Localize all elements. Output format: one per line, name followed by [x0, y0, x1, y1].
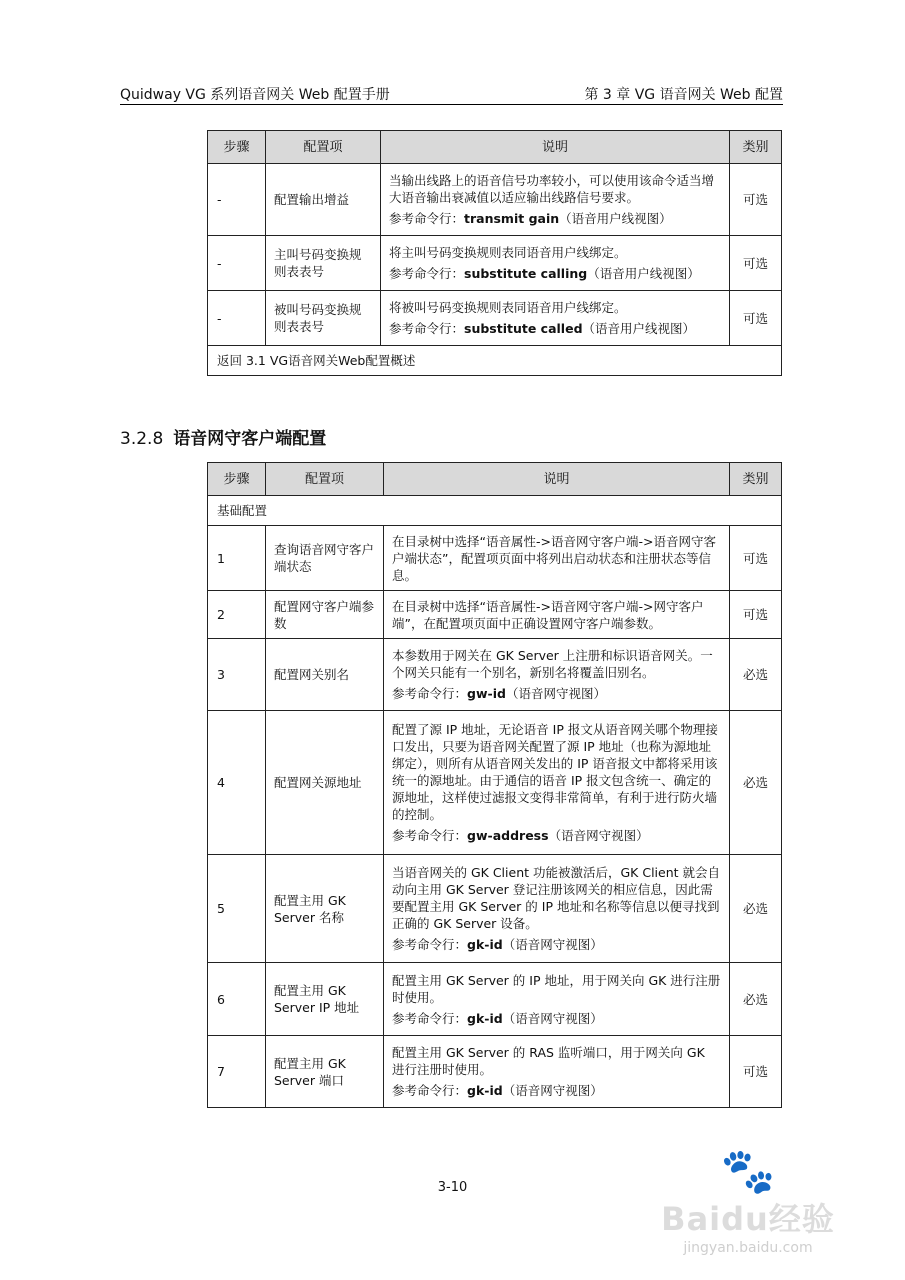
item-cell: 配置主用 GK Server 名称	[266, 855, 384, 963]
desc-cell	[384, 963, 730, 1036]
page-header	[120, 84, 783, 105]
desc-cell	[384, 1036, 730, 1108]
desc-cell	[381, 236, 730, 291]
table-row	[208, 236, 782, 291]
item-cell: 配置网守客户端参数	[266, 591, 384, 639]
command-name: gk-id	[467, 937, 503, 952]
desc-text: 当输出线路上的语音信号功率较小，可以使用该命令适当增大语音输出衰减值以适应输出线路信号要求。	[389, 173, 715, 205]
ref-prefix: 参考命令行：	[389, 211, 465, 226]
command-view: （语音网守视图）	[502, 937, 603, 952]
desc-cell	[381, 291, 730, 346]
command-name: gw-address	[467, 828, 549, 843]
section-number: 3.2.8	[120, 429, 164, 449]
col-desc: 说明	[381, 131, 730, 164]
col-step: 步骤	[208, 131, 266, 164]
group-label: 基础配置	[208, 496, 782, 526]
table-row	[208, 639, 782, 711]
watermark-brand: Baidu经验	[661, 1200, 835, 1238]
desc-cell	[384, 711, 730, 855]
category-cell: 可选	[730, 1036, 782, 1108]
step-cell: 7	[208, 1036, 266, 1108]
ref-command	[392, 1010, 721, 1027]
col-cat: 类别	[730, 463, 782, 496]
command-name: substitute called	[464, 321, 583, 336]
category-cell: 可选	[730, 591, 782, 639]
desc-cell	[384, 639, 730, 711]
desc-text: 配置了源 IP 地址，无论语音 IP 报文从语音网关哪个物理接口发出，只要为语音网关配置了源 IP 地址（也称为源地址绑定），则所有从语音网关发出的 IP 语音报文中都将采用该统一的源地址。由于通信的语音 IP 报文包含统一、确定的源地址，这样使过滤报文变得非常简单，有利于进行防火墙的控制。	[392, 722, 718, 822]
command-name: gw-id	[467, 686, 506, 701]
category-cell: 必选	[730, 963, 782, 1036]
ref-command	[392, 1082, 721, 1099]
step-cell: 4	[208, 711, 266, 855]
desc-text: 本参数用于网关在 GK Server 上注册和标识语音网关。一个网关只能有一个别名，新别名将覆盖旧别名。	[392, 648, 713, 680]
paw-icon: 🐾	[720, 1146, 776, 1197]
table-row	[208, 1036, 782, 1108]
item-cell: 配置网关别名	[266, 639, 384, 711]
category-cell: 必选	[730, 711, 782, 855]
step-cell: -	[208, 164, 266, 236]
command-view: （语音网守视图）	[502, 1083, 603, 1098]
desc-text: 配置主用 GK Server 的 RAS 监听端口，用于网关向 GK 进行注册时使用。	[392, 1045, 705, 1077]
group-row	[208, 496, 782, 526]
desc-text: 配置主用 GK Server 的 IP 地址，用于网关向 GK 进行注册时使用。	[392, 972, 721, 1005]
command-name: substitute calling	[464, 266, 588, 281]
col-desc: 说明	[384, 463, 730, 496]
item-cell: 配置主用 GK Server 端口	[266, 1036, 384, 1108]
header-left: Quidway VG 系列语音网关 Web 配置手册	[120, 87, 390, 103]
table-row	[208, 711, 782, 855]
category-cell: 可选	[730, 291, 782, 346]
desc-text: 在目录树中选择“语音属性->语音网守客户端->网守客户端”，在配置项页面中正确设置网守客户端参数。	[392, 598, 704, 631]
config-table-2	[207, 462, 782, 1108]
category-cell: 可选	[730, 526, 782, 591]
category-cell: 必选	[730, 639, 782, 711]
item-cell: 查询语音网守客户端状态	[266, 526, 384, 591]
item-cell: 主叫号码变换规则表表号	[266, 236, 381, 291]
step-cell: -	[208, 236, 266, 291]
ref-prefix: 参考命令行：	[389, 266, 465, 281]
table-header-row	[208, 463, 782, 496]
table-row	[208, 591, 782, 639]
command-view: （语音用户线视图）	[587, 266, 700, 281]
category-cell: 可选	[730, 164, 782, 236]
ref-prefix: 参考命令行：	[392, 937, 468, 952]
desc-text: 在目录树中选择“语音属性->语音网守客户端->语音网守客户端状态”，配置项页面中将列出启动状态和注册状态等信息。	[392, 533, 716, 583]
back-link[interactable]: 返回 3.1 VG语音网关Web配置概述	[208, 346, 782, 376]
col-item: 配置项	[266, 131, 381, 164]
ref-prefix: 参考命令行：	[392, 1083, 468, 1098]
command-name: gk-id	[467, 1083, 503, 1098]
header-right: 第 3 章 VG 语音网关 Web 配置	[584, 87, 783, 103]
step-cell: 6	[208, 963, 266, 1036]
command-view: （语音用户线视图）	[582, 321, 696, 336]
config-table-1	[207, 130, 782, 376]
command-name: transmit gain	[464, 211, 560, 226]
desc-cell	[381, 164, 730, 236]
ref-command	[389, 210, 721, 227]
desc-text: 将被叫号码变换规则表同语音用户线绑定。	[389, 300, 627, 315]
item-cell: 被叫号码变换规则表表号	[266, 291, 381, 346]
ref-prefix: 参考命令行：	[392, 828, 468, 843]
item-cell: 配置网关源地址	[266, 711, 384, 855]
command-name: gk-id	[467, 1010, 503, 1026]
page-number: 3-10	[437, 1180, 468, 1195]
step-cell: 1	[208, 526, 266, 591]
col-item: 配置项	[266, 463, 384, 496]
desc-cell	[384, 855, 730, 963]
desc-cell	[384, 591, 730, 639]
watermark-url: jingyan.baidu.com	[683, 1240, 813, 1256]
table-row	[208, 526, 782, 591]
table-row	[208, 855, 782, 963]
desc-text: 当语音网关的 GK Client 功能被激活后，GK Client 就会自动向主用 GK Server 登记注册该网关的相应信息，因此需要配置主用 GK Server 的 IP 地址和名称等信息以便寻找到正确的 GK Server 设备。	[392, 865, 721, 931]
table-row	[208, 291, 782, 346]
step-cell: -	[208, 291, 266, 346]
step-cell: 3	[208, 639, 266, 711]
col-cat: 类别	[730, 131, 782, 164]
watermark	[643, 1146, 853, 1256]
item-cell: 配置主用 GK Server IP 地址	[266, 963, 384, 1036]
category-cell: 可选	[730, 236, 782, 291]
ref-prefix: 参考命令行：	[389, 321, 465, 336]
command-view: （语音网守视图）	[548, 828, 649, 843]
ref-command	[392, 827, 721, 844]
table-row	[208, 164, 782, 236]
table-row	[208, 963, 782, 1036]
table-header-row	[208, 131, 782, 164]
desc-text: 将主叫号码变换规则表同语音用户线绑定。	[389, 245, 627, 260]
command-view: （语音网守视图）	[505, 686, 606, 701]
step-cell: 2	[208, 591, 266, 639]
col-step: 步骤	[208, 463, 266, 496]
ref-command	[389, 320, 721, 337]
desc-cell	[384, 526, 730, 591]
command-view: （语音网守视图）	[502, 1010, 603, 1026]
category-cell: 必选	[730, 855, 782, 963]
item-cell: 配置输出增益	[266, 164, 381, 236]
back-link-row	[208, 346, 782, 376]
section-title	[120, 424, 326, 449]
ref-command	[389, 265, 721, 282]
step-cell: 5	[208, 855, 266, 963]
section-name: 语音网守客户端配置	[173, 429, 327, 449]
ref-command	[392, 936, 721, 953]
ref-prefix: 参考命令行：	[392, 686, 468, 701]
ref-command	[392, 685, 721, 702]
command-view: （语音用户线视图）	[559, 211, 672, 226]
ref-prefix: 参考命令行：	[392, 1010, 468, 1026]
